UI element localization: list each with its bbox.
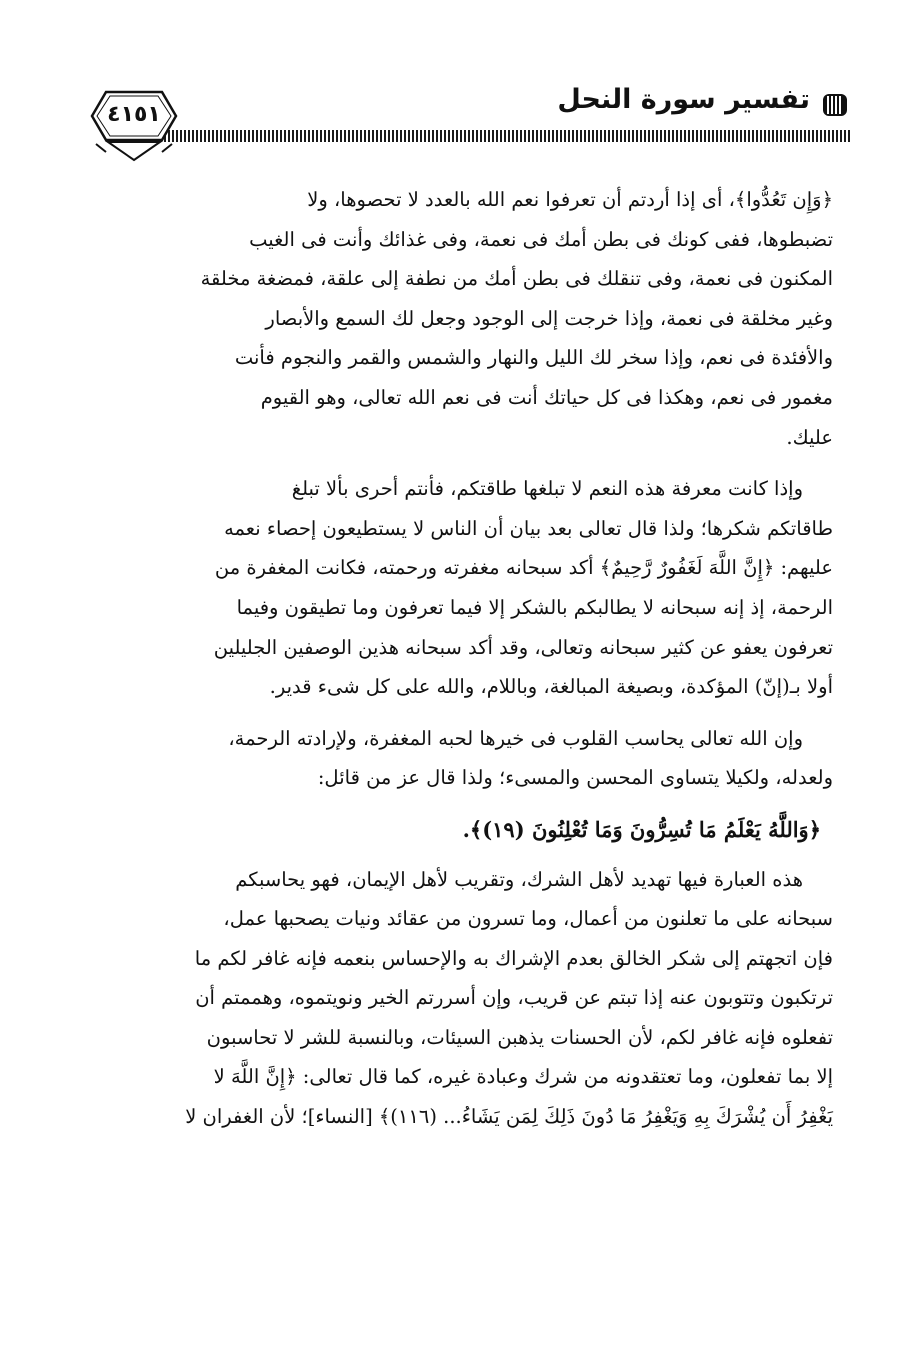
text-line: الرحمة، إذ إنه سبحانه لا يطالبكم بالشكر إلا فيما تعرفون وما تطيقون وفيما <box>236 595 833 619</box>
text-line: أولا بـ(إنّ) المؤكدة، وبصيغة المبالغة، وباللام، والله على كل شىء قدير. <box>269 675 833 699</box>
paragraph-1 <box>88 180 833 457</box>
text-line: تعرفون يعفو عن كثير سبحانه وتعالى، وقد أكد سبحانه هذين الوصفين الجليلين <box>213 635 833 659</box>
text-line: وغير مخلقة فى نعمة، وإذا خرجت إلى الوجود وجعل لك السمع والأبصار <box>265 306 833 330</box>
paragraph-3 <box>88 719 833 798</box>
text-line: والأفئدة فى نعم، وإذا سخر لك الليل والنهار والشمس والقمر والنجوم فأنت <box>234 346 833 370</box>
text-line: طاقاتكم شكرها؛ ولذا قال تعالى بعد بيان أن الناس لا يستطيعون إحصاء نعمه <box>224 516 833 540</box>
page-number: ٤١٥١ <box>107 102 161 127</box>
text-line: ﴿وَإِن تَعُدُّوا﴾، أى إذا أردتم أن تعرفوا نعم الله بالعدد لا تحصوها، ولا <box>307 188 833 211</box>
page-header <box>88 78 850 168</box>
text-line: سبحانه على ما تعلنون من أعمال، وما تسرون من عقائد ونيات يصحبها عمل، <box>223 907 833 931</box>
text-line: مغمور فى نعم، وهكذا فى كل حياتك أنت فى نعم الله تعالى، وهو القيوم <box>260 385 833 409</box>
text-line: تفعلوه فإنه غافر لكم، لأن الحسنات يذهبن السيئات، وبالنسبة للشر لا تحاسبون <box>206 1025 833 1049</box>
text-line: ولعدله، ولكيلا يتساوى المحسن والمسىء؛ ولذا قال عز من قائل: <box>317 766 833 790</box>
chapter-title: تفسير سورة النحل <box>557 84 810 115</box>
header-rule <box>160 130 850 142</box>
text-line: يَغْفِرُ أَن يُشْرَكَ بِهِ وَيَغْفِرُ مَا دُونَ ذَلِكَ لِمَن يَشَاءُ... (١١٦)﴾ [النساء]؛ لأن الغفران لا <box>185 1105 833 1129</box>
text-line: هذه العبارة فيها تهديد لأهل الشرك، وتقريب لأهل الإيمان، فهو يحاسبكم <box>235 867 803 891</box>
text-line: وإذا كانت معرفة هذه النعم لا تبلغها طاقتكم، فأنتم أحرى بألا تبلغ <box>291 477 803 501</box>
page-number-frame <box>88 86 180 164</box>
paragraph-4 <box>88 860 833 1137</box>
text-line: وإن الله تعالى يحاسب القلوب فى خيرها لحبه المغفرة، ولإرادته الرحمة، <box>228 726 803 750</box>
text-line: تضبطوها، ففى كونك فى بطن أمك فى نعمة، وفى غذائك وأنت فى الغيب <box>249 227 833 251</box>
text-line: إلا بما تفعلون، وما تعتقدونه من شرك وعبادة غيره، كما قال تعالى: ﴿إِنَّ اللَّهَ لا <box>213 1065 833 1089</box>
text-line: عليك. <box>786 425 833 449</box>
paragraph-2 <box>88 469 833 707</box>
text-line: عليهم: ﴿إِنَّ اللَّهَ لَغَفُورٌ رَّحِيمٌ﴾ أكد سبحانه مغفرته ورحمته، فكانت المغفرة من <box>214 556 833 580</box>
text-line: المكنون فى نعمة، وفى تنقلك فى بطن أمك من نطفة إلى علقة، فمضغة مخلقة <box>200 267 833 291</box>
text-line: فإن اتجهتم إلى شكر الخالق بعدم الإشراك به والإحساس بنعمه فإنه غافر لكم ما <box>194 946 833 970</box>
body-text <box>88 180 833 1149</box>
quran-verse: ﴿وَاللَّهُ يَعْلَمُ مَا تُسِرُّونَ وَمَا تُعْلِنُونَ (١٩)﴾. <box>462 816 821 842</box>
ornament-icon <box>820 90 850 120</box>
text-line: ترتكبون وتتوبون عنه إذا تبتم عن قريب، وإن أسررتم الخير ونويتموه، وهممتم أن <box>195 986 833 1010</box>
